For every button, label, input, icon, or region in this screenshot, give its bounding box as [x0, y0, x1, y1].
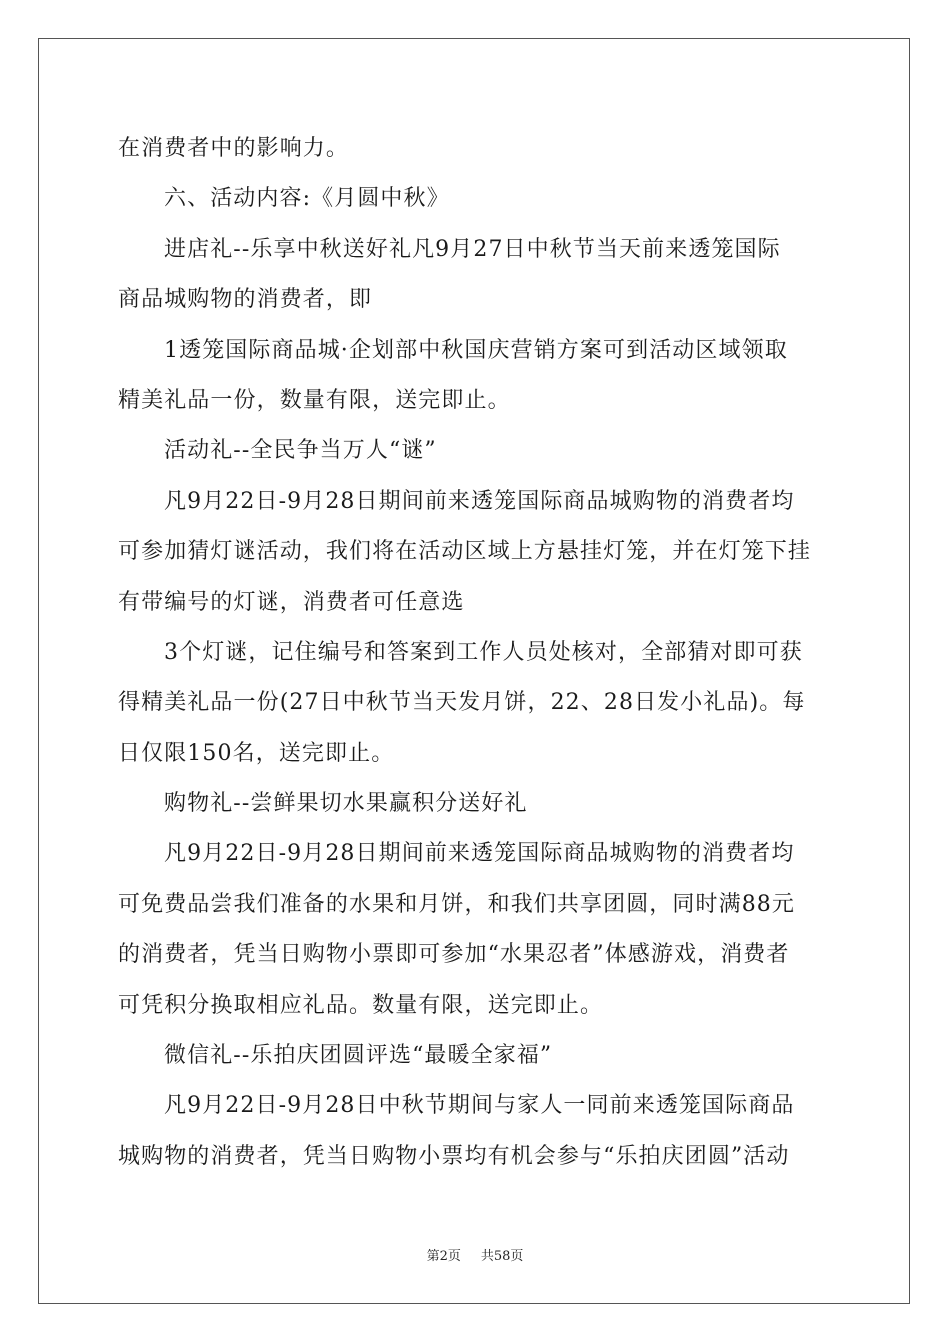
text-line: 凡9月22日-9月28日期间前来透笼国际商品城购物的消费者均 [164, 488, 795, 514]
text-line: 在消费者中的影响力。 [118, 136, 350, 161]
page-total: 共58页 [480, 1249, 524, 1264]
text-line: 微信礼--乐拍庆团圆评选“最暖全家福” [164, 1043, 553, 1069]
text-line: 得精美礼品一份(27日中秋节当天发月饼，22、28日发小礼品)。每 [118, 690, 806, 716]
text-line: 可参加猜灯谜活动，我们将在活动区域上方悬挂灯笼，并在灯笼下挂 [118, 539, 812, 565]
text-line: 城购物的消费者，凭当日购物小票均有机会参与“乐拍庆团圆”活动 [118, 1143, 790, 1169]
text-line: 3个灯谜，记住编号和答案到工作人员处核对，全部猜对即可获 [164, 639, 803, 665]
document-body [118, 124, 836, 1182]
text-line: 可免费品尝我们准备的水果和月饼，和我们共享团圆，同时满88元 [118, 891, 795, 917]
page-number: 第2页 [426, 1249, 461, 1264]
text-line: 进店礼--乐享中秋送好礼凡9月27日中秋节当天前来透笼国际 [164, 236, 781, 262]
text-line: 凡9月22日-9月28日中秋节期间与家人一同前来透笼国际商品 [164, 1093, 795, 1119]
page-footer [0, 1247, 950, 1267]
text-line: 可凭积分换取相应礼品。数量有限，送完即止。 [118, 992, 604, 1018]
text-line: 商品城购物的消费者，即 [118, 287, 373, 313]
text-line: 精美礼品一份，数量有限，送完即止。 [118, 387, 511, 413]
text-line: 日仅限150名，送完即止。 [118, 740, 395, 766]
text-line: 有带编号的灯谜，消费者可任意选 [118, 589, 465, 615]
section-heading: 六、活动内容:《月圆中秋》 [164, 186, 450, 212]
text-line: 1透笼国际商品城·企划部中秋国庆营销方案可到活动区域领取 [164, 337, 788, 363]
text-line: 购物礼--尝鲜果切水果赢积分送好礼 [164, 791, 528, 817]
text-line: 的消费者，凭当日购物小票即可参加“水果忍者”体感游戏，消费者 [118, 942, 790, 968]
text-line: 凡9月22日-9月28日期间前来透笼国际商品城购物的消费者均 [164, 841, 795, 867]
text-line: 活动礼--全民争当万人“谜” [164, 438, 437, 464]
